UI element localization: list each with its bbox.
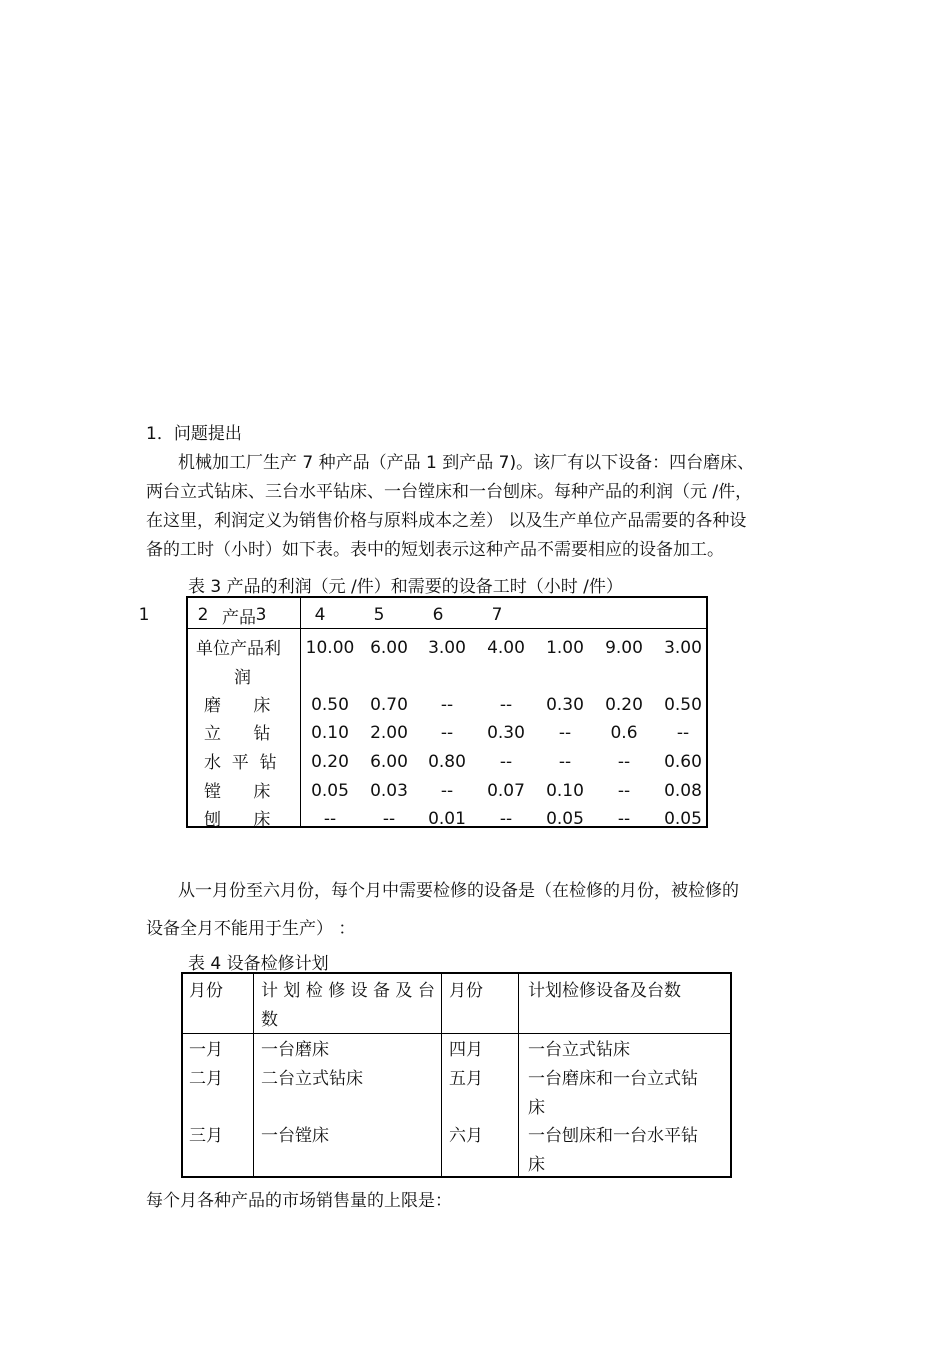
table-cell: -- <box>558 723 572 743</box>
table-cell: -- <box>617 752 631 772</box>
paragraph-line: 机械加工厂生产 7 种产品（产品 1 到产品 7)。该厂有以下设备：四台磨床、 <box>178 453 755 473</box>
product-number-header: 1 <box>138 605 150 625</box>
table-divider <box>253 974 254 1176</box>
table-cell: 0.05 <box>311 781 349 801</box>
table-cell: 二月 <box>189 1069 223 1089</box>
row-label: 水 平 钻 <box>204 753 277 773</box>
table-cell: 0.03 <box>370 781 408 801</box>
table-cell: 0.50 <box>664 695 702 715</box>
table4-header-month: 月份 <box>189 981 223 1001</box>
table-cell: 五月 <box>449 1069 483 1089</box>
sales-limit-text: 每个月各种产品的市场销售量的上限是： <box>146 1191 452 1211</box>
maintenance-schedule-table <box>181 972 732 1178</box>
table-cell: -- <box>676 723 690 743</box>
table4-header-equipment: 计 划 检 修 设 备 及 台 数 <box>261 981 435 1030</box>
table-cell: 0.20 <box>311 752 349 772</box>
table-cell: 六月 <box>449 1126 483 1146</box>
row-label: 立 钻 <box>204 724 271 744</box>
table-cell: 0.10 <box>546 781 584 801</box>
section-heading: 1．问题提出 <box>146 424 242 444</box>
table-cell: 6.00 <box>370 638 408 658</box>
table-cell: -- <box>499 752 513 772</box>
table-cell: 10.00 <box>305 638 355 658</box>
table-cell: 一台立式钻床 <box>528 1040 630 1060</box>
table-cell: 6.00 <box>370 752 408 772</box>
table-divider <box>441 974 442 1176</box>
table-cell: 2.00 <box>370 723 408 743</box>
table-cell: 一台刨床和一台水平钻床 <box>528 1126 698 1175</box>
table-cell: 0.60 <box>664 752 702 772</box>
product-number-header: 3 <box>255 605 267 625</box>
table-cell: -- <box>499 695 513 715</box>
product-number-header: 4 <box>314 605 326 625</box>
table-cell: -- <box>440 781 454 801</box>
paragraph-line: 两台立式钻床、三台水平钻床、一台镗床和一台刨床。每种产品的利润（元 /件， <box>146 482 753 502</box>
table-cell: -- <box>440 723 454 743</box>
row-label: 镗 床 <box>204 782 271 802</box>
table-cell: -- <box>617 809 631 829</box>
maintenance-paragraph-line1: 从一月份至六月份，每个月中需要检修的设备是（在检修的月份，被检修的 <box>178 881 739 901</box>
row-label: 刨 床 <box>204 810 271 830</box>
table-cell: -- <box>617 781 631 801</box>
table-cell: 9.00 <box>605 638 643 658</box>
product-number-header: 5 <box>373 605 385 625</box>
paragraph-line: 在这里，利润定义为销售价格与原料成本之差） 以及生产单位产品需要的各种设 <box>146 511 747 531</box>
table-cell: 0.08 <box>664 781 702 801</box>
table-cell: 0.6 <box>610 723 638 743</box>
table-cell: 0.05 <box>546 809 584 829</box>
table-cell: -- <box>382 809 396 829</box>
table-cell: 三月 <box>189 1126 223 1146</box>
table-cell: 0.07 <box>487 781 525 801</box>
table3-caption: 表 3 产品的利润（元 /件）和需要的设备工时（小时 /件） <box>188 577 623 597</box>
table-cell: 一月 <box>189 1040 223 1060</box>
profit-hours-table <box>138 596 708 830</box>
table-cell: 四月 <box>449 1040 483 1060</box>
row-label: 磨 床 <box>204 696 271 716</box>
maintenance-paragraph-line2: 设备全月不能用于生产） ： <box>146 919 356 939</box>
table-header-label: 产品 <box>222 608 256 628</box>
table-cell: -- <box>558 752 572 772</box>
table-cell: 一台磨床和一台立式钻床 <box>528 1069 698 1118</box>
table-divider <box>188 628 706 629</box>
product-number-header: 2 <box>197 605 209 625</box>
table4-header-equipment: 计划检修设备及台数 <box>528 981 681 1001</box>
table4-caption: 表 4 设备检修计划 <box>188 954 329 974</box>
table-divider <box>300 598 301 826</box>
table-cell: 3.00 <box>664 638 702 658</box>
product-number-header: 6 <box>432 605 444 625</box>
table-cell: -- <box>440 695 454 715</box>
paragraph-line: 备的工时（小时）如下表。表中的短划表示这种产品不需要相应的设备加工。 <box>146 540 724 560</box>
table-cell: 0.30 <box>546 695 584 715</box>
table-cell: 0.01 <box>428 809 466 829</box>
row-label: 润 <box>234 668 251 688</box>
table-cell: 0.10 <box>311 723 349 743</box>
table-cell: 二台立式钻床 <box>261 1069 363 1089</box>
table-cell: 3.00 <box>428 638 466 658</box>
table-cell: 0.05 <box>664 809 702 829</box>
table-cell: 0.80 <box>428 752 466 772</box>
table-cell: -- <box>323 809 337 829</box>
product-number-header: 7 <box>491 605 503 625</box>
table-cell: 0.70 <box>370 695 408 715</box>
table-cell: 一台磨床 <box>261 1040 329 1060</box>
table-cell: 4.00 <box>487 638 525 658</box>
table-cell: 0.30 <box>487 723 525 743</box>
table-cell: 一台镗床 <box>261 1126 329 1146</box>
table-cell: 0.20 <box>605 695 643 715</box>
table-cell: -- <box>499 809 513 829</box>
row-label: 单位产品利 <box>196 639 281 659</box>
table-cell: 0.50 <box>311 695 349 715</box>
table-divider <box>518 974 519 1176</box>
table4-header-month: 月份 <box>449 981 483 1001</box>
table-cell: 1.00 <box>546 638 584 658</box>
